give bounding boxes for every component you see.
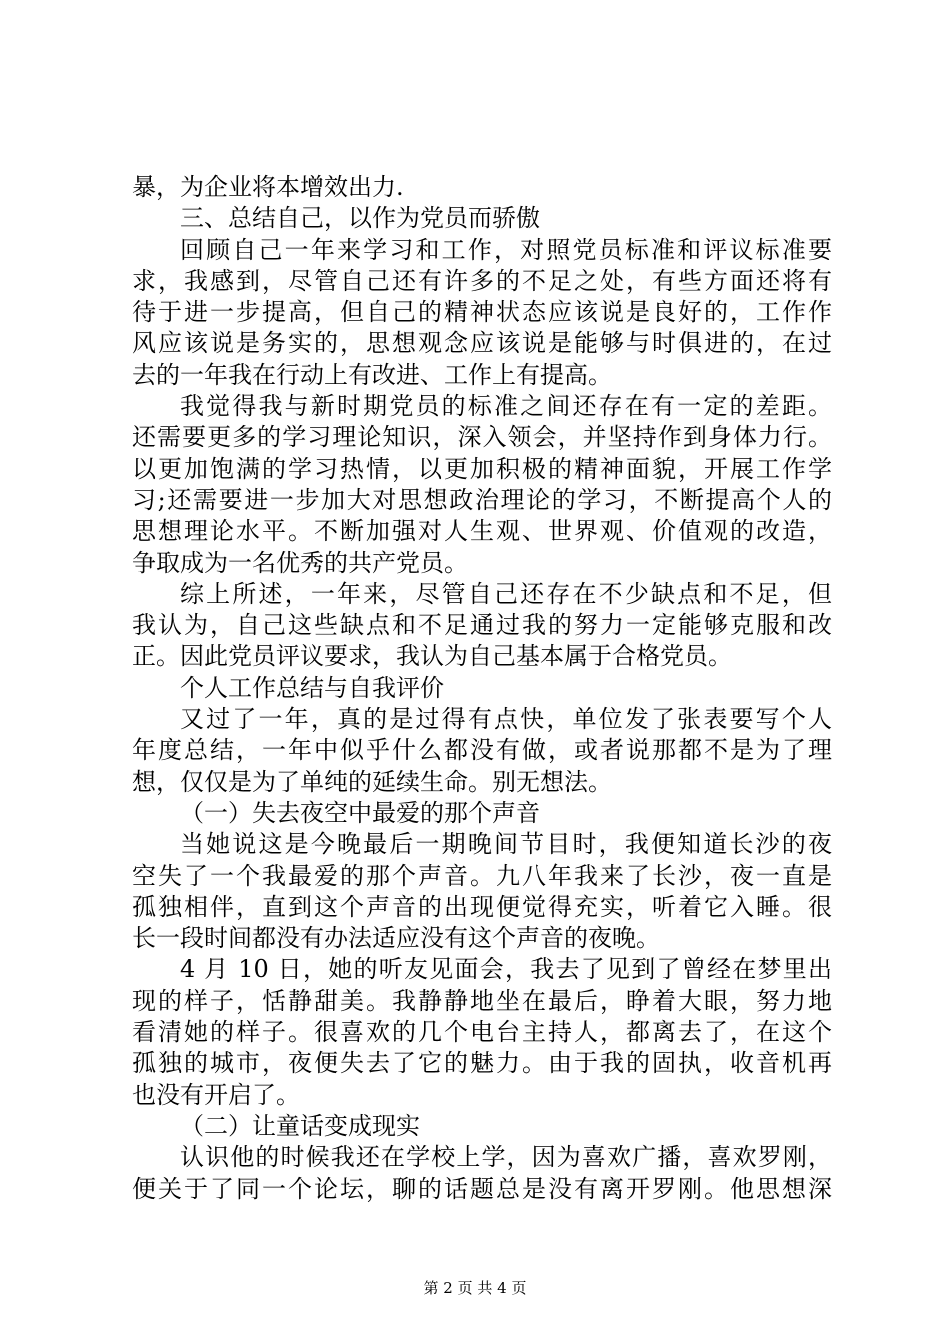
text-line: 去的一年我在行动上有改进、工作上有提高。 (132, 360, 612, 389)
text-line: 综上所述，一年来，尽管自己还存在不少缺点和不足，但 (180, 579, 832, 608)
text-line: 孤独相伴，直到这个声音的出现便觉得充实，听着它入睡。很 (132, 892, 832, 921)
text-line: 4 月 10 日，她的听友见面会，我去了见到了曾经在梦里出 (180, 955, 832, 984)
text-line: 也没有开启了。 (132, 1080, 300, 1109)
text-line: 正。因此党员评议要求，我认为自己基本属于合格党员。 (132, 642, 732, 671)
text-line: 我认为，自己这些缺点和不足通过我的努力一定能够克服和改 (132, 611, 832, 640)
text-line: 以更加饱满的学习热情，以更加积极的精神面貌，开展工作学 (132, 454, 832, 483)
text-line: 想，仅仅是为了单纯的延续生命。别无想法。 (132, 767, 612, 796)
text-line: 暴，为企业将本增效出力. (132, 173, 404, 201)
text-line: 思想理论水平。不断加强对人生观、世界观、价值观的改造， (132, 517, 832, 546)
text-line: 回顾自己一年来学习和工作，对照党员标准和评议标准要 (180, 235, 832, 264)
text-line: 现的样子，恬静甜美。我静静地坐在最后，睁着大眼，努力地 (132, 986, 832, 1015)
text-line: 认识他的时候我还在学校上学，因为喜欢广播，喜欢罗刚， (180, 1143, 832, 1172)
text-line: 年度总结，一年中似乎什么都没有做，或者说那都不是为了理 (132, 736, 832, 765)
text-line: 还需要更多的学习理论知识，深入领会，并坚持作到身体力行。 (132, 423, 832, 452)
text-line: 我觉得我与新时期党员的标准之间还存在有一定的差距。 (180, 392, 832, 421)
document-body (132, 172, 832, 1205)
text-line: 孤独的城市，夜便失去了它的魅力。由于我的固执，收音机再 (132, 1049, 832, 1078)
text-line: 又过了一年，真的是过得有点快，单位发了张表要写个人 (180, 705, 832, 734)
text-line: 看清她的样子。很喜欢的几个电台主持人，都离去了，在这个 (132, 1018, 832, 1047)
text-line: 空失了一个我最爱的那个声音。九八年我来了长沙，夜一直是 (132, 861, 832, 890)
text-line: 待于进一步提高，但自己的精神状态应该说是良好的，工作作 (132, 298, 832, 327)
text-line: （二）让童话变成现实 (180, 1111, 420, 1140)
text-line: 便关于了同一个论坛，聊的话题总是没有离开罗刚。他思想深 (132, 1174, 832, 1203)
text-line: 三、总结自己，以作为党员而骄傲 (180, 204, 540, 233)
text-line: 长一段时间都没有办法适应没有这个声音的夜晚。 (132, 924, 660, 953)
text-line: 风应该说是务实的，思想观念应该说是能够与时俱进的，在过 (132, 329, 832, 358)
text-line: 争取成为一名优秀的共产党员。 (132, 548, 468, 577)
text-line: 个人工作总结与自我评价 (180, 673, 444, 702)
page-footer: 第 2 页 共 4 页 (423, 1279, 527, 1297)
text-line: 习;还需要进一步加大对思想政治理论的学习，不断提高个人的 (132, 485, 832, 514)
text-line: （一）失去夜空中最爱的那个声音 (180, 798, 540, 827)
text-line: 当她说这是今晚最后一期晚间节目时，我便知道长沙的夜 (180, 830, 832, 859)
text-line: 求，我感到，尽管自己还有许多的不足之处，有些方面还将有 (132, 266, 832, 295)
